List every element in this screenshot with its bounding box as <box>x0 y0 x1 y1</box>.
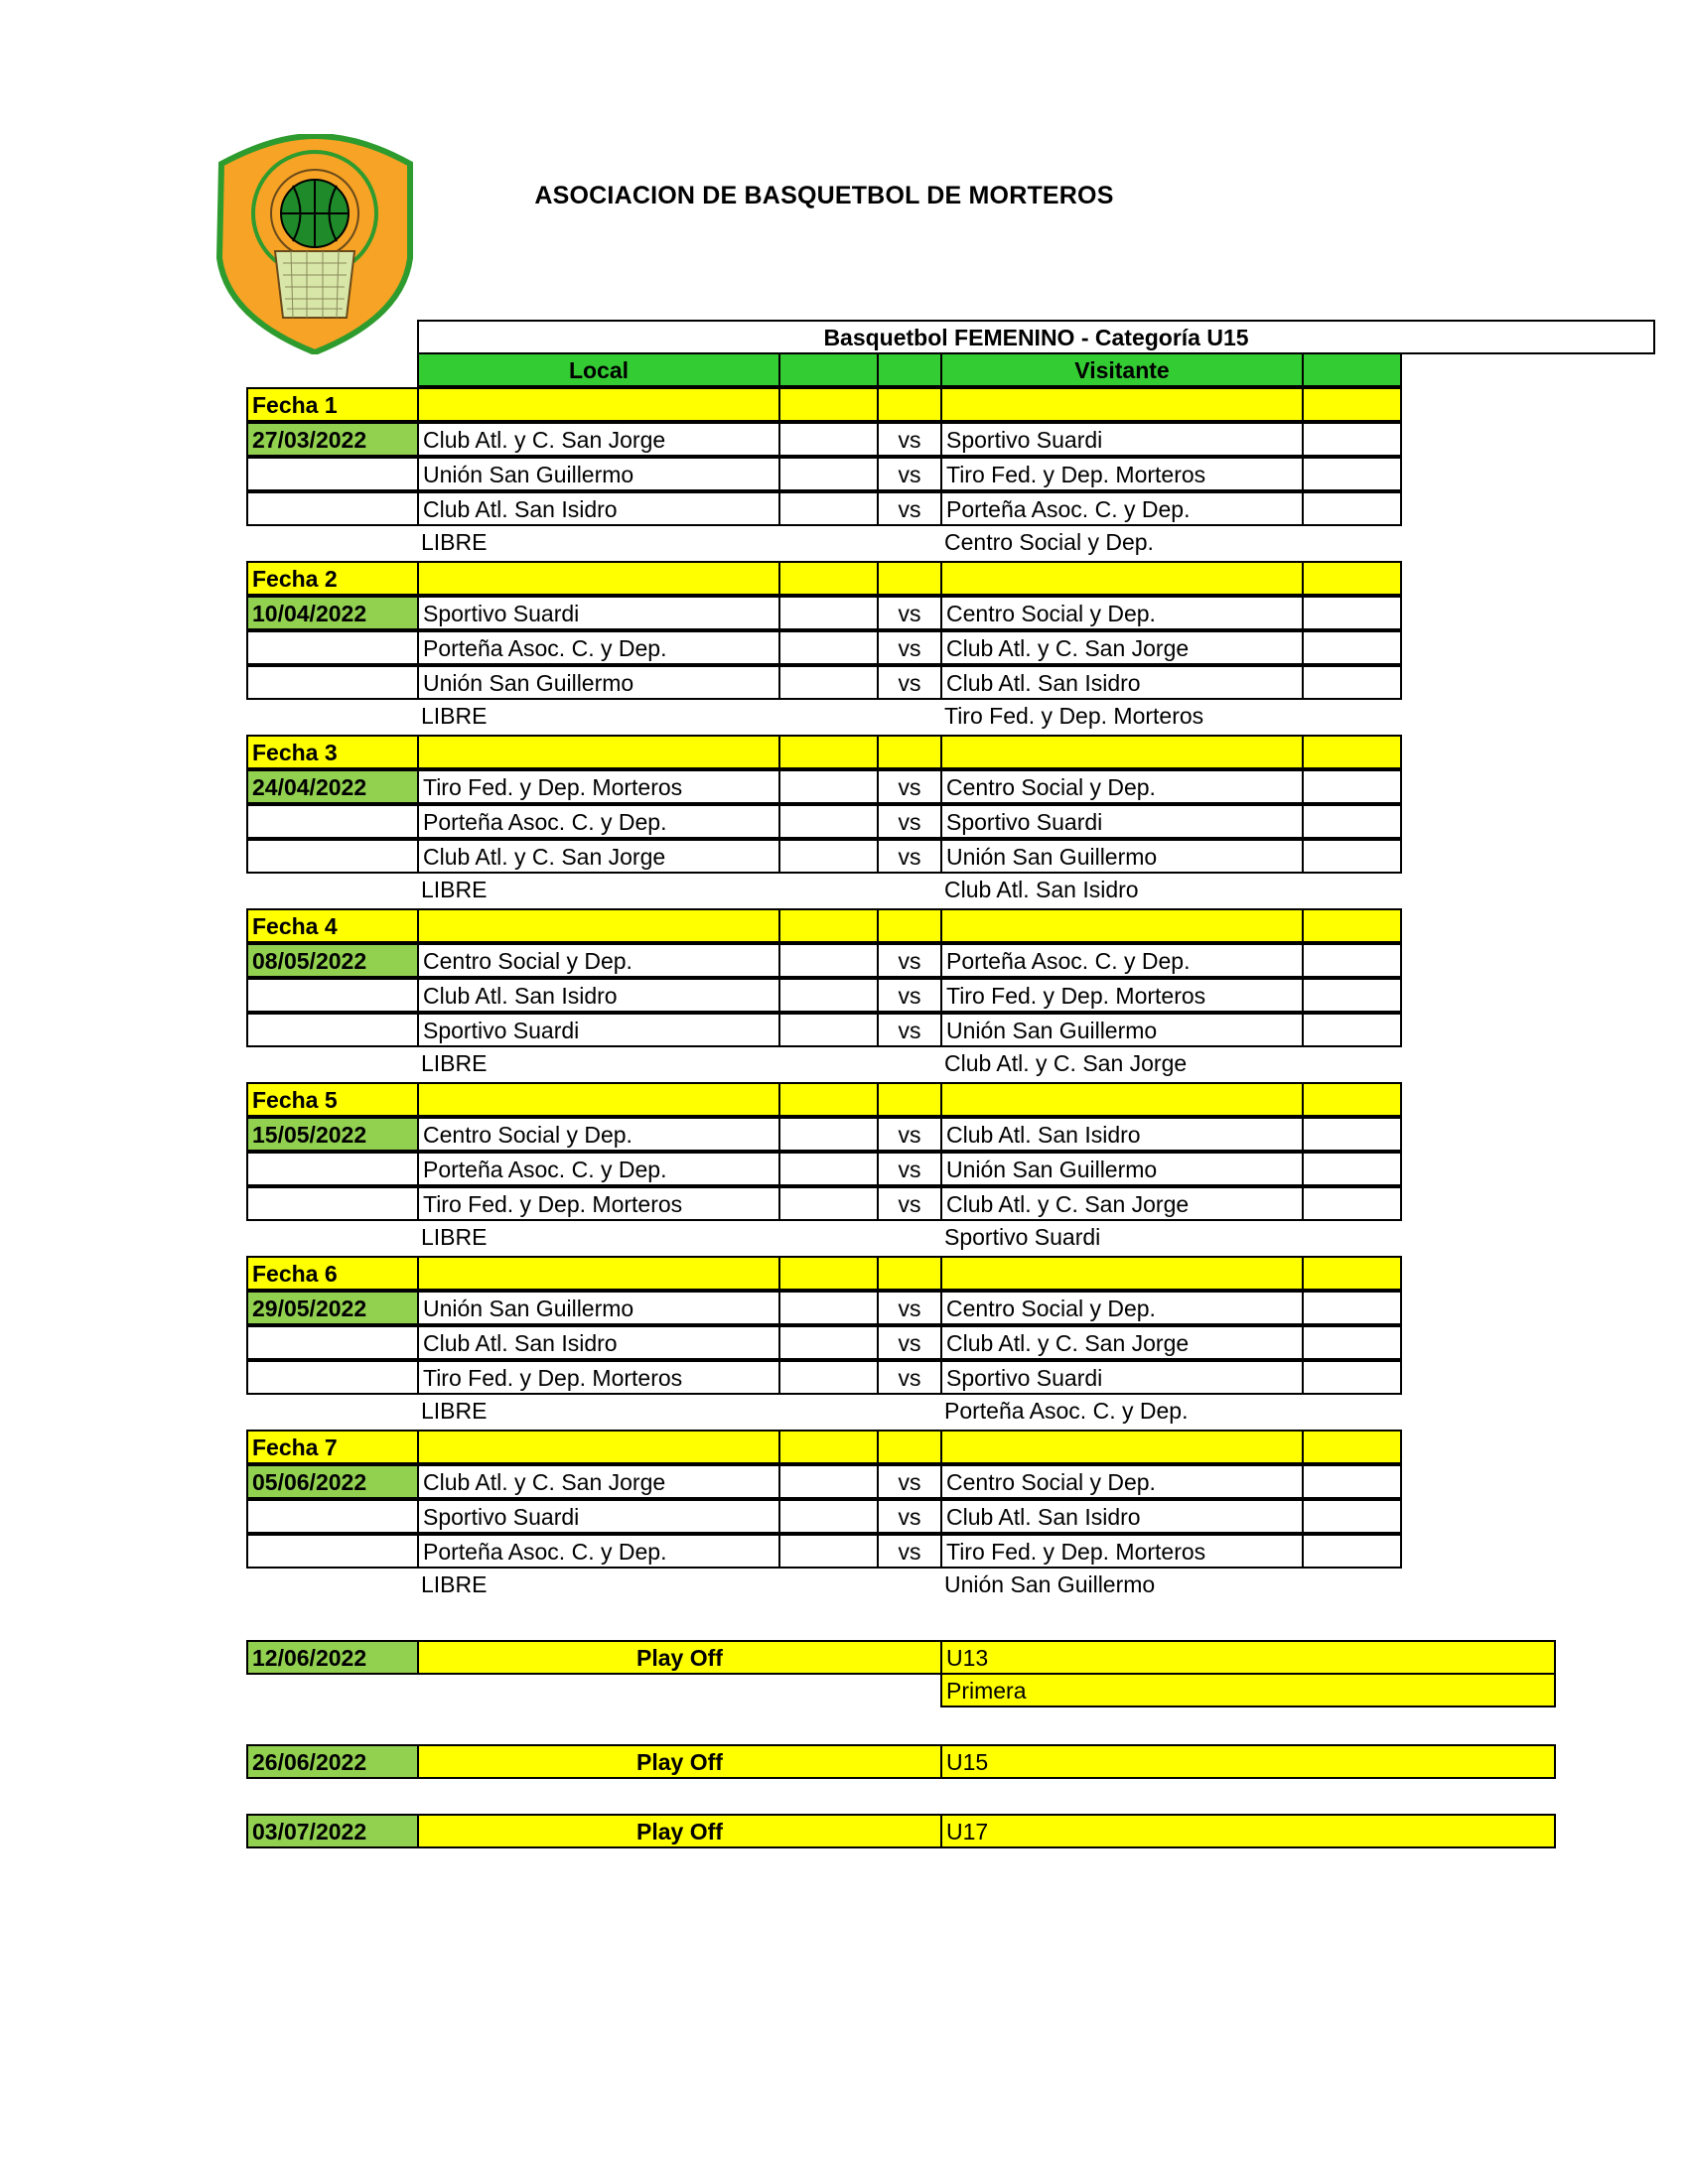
score-cell <box>778 1464 879 1499</box>
fecha-blank-cell <box>417 1256 780 1291</box>
libre-team: Unión San Guillermo <box>944 1571 1156 1597</box>
fecha-date: 29/05/2022 <box>246 1291 419 1325</box>
score-cell <box>1302 457 1402 491</box>
empty-cell <box>246 630 419 665</box>
fecha-date: 10/04/2022 <box>246 596 419 630</box>
local-team: Tiro Fed. y Dep. Morteros <box>417 769 780 804</box>
score-cell <box>778 839 879 874</box>
score-cell <box>778 596 879 630</box>
libre-team: Club Atl. y C. San Jorge <box>944 1050 1188 1076</box>
vs-label: vs <box>877 1291 942 1325</box>
fecha-blank-cell <box>417 561 780 596</box>
local-team: Porteña Asoc. C. y Dep. <box>417 1152 780 1186</box>
local-team: Porteña Asoc. C. y Dep. <box>417 630 780 665</box>
playoff-label: Play Off <box>417 1744 942 1779</box>
playoff-category: U15 <box>940 1744 1556 1779</box>
empty-cell <box>246 1152 419 1186</box>
fecha-blank-cell <box>417 387 780 422</box>
fecha-blank-cell <box>417 908 780 943</box>
score-cell <box>778 1117 879 1152</box>
libre-label: LIBRE <box>421 703 488 729</box>
score-cell <box>1302 630 1402 665</box>
fecha-blank-cell <box>778 1256 879 1291</box>
vs-label: vs <box>877 1499 942 1534</box>
libre-label: LIBRE <box>421 1224 488 1250</box>
empty-cell <box>246 491 419 526</box>
local-team: Unión San Guillermo <box>417 457 780 491</box>
fecha-blank-cell <box>940 387 1304 422</box>
libre-label: LIBRE <box>421 1050 488 1076</box>
fecha-blank-cell <box>778 387 879 422</box>
fecha-blank-cell <box>940 735 1304 769</box>
fecha-blank-cell <box>877 908 942 943</box>
vs-label: vs <box>877 769 942 804</box>
score-cell <box>778 1152 879 1186</box>
local-team: Club Atl. y C. San Jorge <box>417 1464 780 1499</box>
vs-label: vs <box>877 665 942 700</box>
empty-cell <box>246 1013 419 1047</box>
fecha-date: 05/06/2022 <box>246 1464 419 1499</box>
vs-label: vs <box>877 630 942 665</box>
local-team: Unión San Guillermo <box>417 1291 780 1325</box>
score-cell <box>1302 1360 1402 1395</box>
visiting-team: Centro Social y Dep. <box>940 1291 1304 1325</box>
empty-cell <box>246 1534 419 1569</box>
score-cell <box>778 1186 879 1221</box>
playoff-category: U13 <box>940 1640 1556 1675</box>
score-cell <box>778 1013 879 1047</box>
local-team: Sportivo Suardi <box>417 1013 780 1047</box>
fecha-blank-cell <box>1302 561 1402 596</box>
vs-label: vs <box>877 1117 942 1152</box>
local-team: Club Atl. San Isidro <box>417 1325 780 1360</box>
visiting-team: Unión San Guillermo <box>940 1013 1304 1047</box>
fecha-label: Fecha 4 <box>246 908 419 943</box>
fecha-blank-cell <box>417 735 780 769</box>
fecha-blank-cell <box>778 561 879 596</box>
fecha-blank-cell <box>778 1082 879 1117</box>
vs-label: vs <box>877 1360 942 1395</box>
score-cell <box>1302 665 1402 700</box>
fecha-label: Fecha 6 <box>246 1256 419 1291</box>
libre-label: LIBRE <box>421 1571 488 1597</box>
visiting-team: Club Atl. San Isidro <box>940 665 1304 700</box>
fecha-blank-cell <box>877 1256 942 1291</box>
fecha-date: 08/05/2022 <box>246 943 419 978</box>
score-cell <box>778 1534 879 1569</box>
fecha-blank-cell <box>1302 908 1402 943</box>
playoff-category: Primera <box>940 1673 1556 1707</box>
score-cell <box>1302 491 1402 526</box>
visiting-team: Tiro Fed. y Dep. Morteros <box>940 1534 1304 1569</box>
fecha-blank-cell <box>1302 735 1402 769</box>
empty-cell <box>246 839 419 874</box>
libre-team: Sportivo Suardi <box>944 1224 1101 1250</box>
local-team: Club Atl. San Isidro <box>417 491 780 526</box>
column-header-local: Local <box>417 352 780 387</box>
empty-cell <box>246 804 419 839</box>
vs-label: vs <box>877 1152 942 1186</box>
fecha-blank-cell <box>877 387 942 422</box>
fecha-blank-cell <box>940 908 1304 943</box>
local-team: Club Atl. San Isidro <box>417 978 780 1013</box>
fecha-blank-cell <box>1302 1082 1402 1117</box>
local-team: Tiro Fed. y Dep. Morteros <box>417 1186 780 1221</box>
vs-label: vs <box>877 839 942 874</box>
association-logo <box>213 134 416 354</box>
empty-cell <box>246 1325 419 1360</box>
fecha-blank-cell <box>778 1430 879 1464</box>
score-cell <box>1302 596 1402 630</box>
visiting-team: Centro Social y Dep. <box>940 1464 1304 1499</box>
fecha-blank-cell <box>940 561 1304 596</box>
empty-cell <box>246 1499 419 1534</box>
libre-label: LIBRE <box>421 529 488 555</box>
fecha-date: 27/03/2022 <box>246 422 419 457</box>
fecha-blank-cell <box>417 1430 780 1464</box>
vs-label: vs <box>877 1534 942 1569</box>
score-cell <box>1302 943 1402 978</box>
empty-cell <box>246 665 419 700</box>
score-cell <box>778 422 879 457</box>
visiting-team: Club Atl. San Isidro <box>940 1117 1304 1152</box>
libre-team: Porteña Asoc. C. y Dep. <box>944 1398 1189 1424</box>
score-cell <box>1302 978 1402 1013</box>
empty-cell <box>246 457 419 491</box>
score-cell <box>1302 1325 1402 1360</box>
vs-label: vs <box>877 1464 942 1499</box>
local-team: Tiro Fed. y Dep. Morteros <box>417 1360 780 1395</box>
local-team: Sportivo Suardi <box>417 596 780 630</box>
playoff-label: Play Off <box>417 1640 942 1675</box>
fecha-blank-cell <box>940 1430 1304 1464</box>
column-header-blank <box>778 352 879 387</box>
basketball-shield-icon <box>213 134 416 354</box>
score-cell <box>1302 769 1402 804</box>
column-header-blank <box>877 352 942 387</box>
vs-label: vs <box>877 1186 942 1221</box>
fecha-date: 24/04/2022 <box>246 769 419 804</box>
vs-label: vs <box>877 457 942 491</box>
fecha-blank-cell <box>778 908 879 943</box>
local-team: Club Atl. y C. San Jorge <box>417 839 780 874</box>
score-cell <box>1302 1534 1402 1569</box>
fecha-blank-cell <box>940 1082 1304 1117</box>
visiting-team: Club Atl. San Isidro <box>940 1499 1304 1534</box>
fecha-blank-cell <box>1302 387 1402 422</box>
fecha-blank-cell <box>877 561 942 596</box>
score-cell <box>1302 1117 1402 1152</box>
visiting-team: Sportivo Suardi <box>940 422 1304 457</box>
fecha-label: Fecha 2 <box>246 561 419 596</box>
score-cell <box>778 665 879 700</box>
fecha-blank-cell <box>940 1256 1304 1291</box>
fecha-blank-cell <box>417 1082 780 1117</box>
vs-label: vs <box>877 422 942 457</box>
empty-cell <box>246 978 419 1013</box>
local-team: Sportivo Suardi <box>417 1499 780 1534</box>
local-team: Centro Social y Dep. <box>417 1117 780 1152</box>
visiting-team: Club Atl. y C. San Jorge <box>940 630 1304 665</box>
fecha-label: Fecha 7 <box>246 1430 419 1464</box>
score-cell <box>1302 804 1402 839</box>
fecha-blank-cell <box>877 735 942 769</box>
local-team: Club Atl. y C. San Jorge <box>417 422 780 457</box>
vs-label: vs <box>877 804 942 839</box>
score-cell <box>778 1499 879 1534</box>
score-cell <box>1302 1464 1402 1499</box>
score-cell <box>1302 1152 1402 1186</box>
score-cell <box>778 1291 879 1325</box>
score-cell <box>778 769 879 804</box>
playoff-date: 03/07/2022 <box>246 1814 419 1848</box>
local-team: Centro Social y Dep. <box>417 943 780 978</box>
score-cell <box>1302 422 1402 457</box>
fecha-blank-cell <box>1302 1256 1402 1291</box>
visiting-team: Club Atl. y C. San Jorge <box>940 1186 1304 1221</box>
playoff-label: Play Off <box>417 1814 942 1848</box>
fecha-label: Fecha 5 <box>246 1082 419 1117</box>
score-cell <box>778 978 879 1013</box>
score-cell <box>778 630 879 665</box>
local-team: Unión San Guillermo <box>417 665 780 700</box>
visiting-team: Centro Social y Dep. <box>940 596 1304 630</box>
playoff-date: 26/06/2022 <box>246 1744 419 1779</box>
visiting-team: Tiro Fed. y Dep. Morteros <box>940 457 1304 491</box>
local-team: Porteña Asoc. C. y Dep. <box>417 1534 780 1569</box>
table-caption: Basquetbol FEMENINO - Categoría U15 <box>417 320 1655 354</box>
vs-label: vs <box>877 978 942 1013</box>
visiting-team: Club Atl. y C. San Jorge <box>940 1325 1304 1360</box>
score-cell <box>1302 1186 1402 1221</box>
libre-label: LIBRE <box>421 877 488 902</box>
fecha-label: Fecha 1 <box>246 387 419 422</box>
visiting-team: Tiro Fed. y Dep. Morteros <box>940 978 1304 1013</box>
score-cell <box>778 457 879 491</box>
score-cell <box>778 804 879 839</box>
score-cell <box>1302 1013 1402 1047</box>
column-header-blank <box>1302 352 1402 387</box>
vs-label: vs <box>877 491 942 526</box>
libre-team: Centro Social y Dep. <box>944 529 1154 555</box>
empty-cell <box>246 1360 419 1395</box>
fecha-blank-cell <box>1302 1430 1402 1464</box>
fecha-blank-cell <box>877 1082 942 1117</box>
fecha-label: Fecha 3 <box>246 735 419 769</box>
visiting-team: Unión San Guillermo <box>940 839 1304 874</box>
playoff-category: U17 <box>940 1814 1556 1848</box>
libre-team: Tiro Fed. y Dep. Morteros <box>944 703 1204 729</box>
visiting-team: Unión San Guillermo <box>940 1152 1304 1186</box>
score-cell <box>1302 1499 1402 1534</box>
score-cell <box>778 1325 879 1360</box>
libre-label: LIBRE <box>421 1398 488 1424</box>
visiting-team: Sportivo Suardi <box>940 804 1304 839</box>
fecha-blank-cell <box>877 1430 942 1464</box>
column-header-visitante: Visitante <box>940 352 1304 387</box>
visiting-team: Sportivo Suardi <box>940 1360 1304 1395</box>
page-title: ASOCIACION DE BASQUETBOL DE MORTEROS <box>534 182 1114 209</box>
vs-label: vs <box>877 943 942 978</box>
visiting-team: Porteña Asoc. C. y Dep. <box>940 491 1304 526</box>
score-cell <box>1302 1291 1402 1325</box>
score-cell <box>778 491 879 526</box>
score-cell <box>778 943 879 978</box>
vs-label: vs <box>877 1013 942 1047</box>
local-team: Porteña Asoc. C. y Dep. <box>417 804 780 839</box>
fecha-date: 15/05/2022 <box>246 1117 419 1152</box>
visiting-team: Porteña Asoc. C. y Dep. <box>940 943 1304 978</box>
score-cell <box>778 1360 879 1395</box>
vs-label: vs <box>877 1325 942 1360</box>
libre-team: Club Atl. San Isidro <box>944 877 1139 902</box>
empty-cell <box>246 1186 419 1221</box>
vs-label: vs <box>877 596 942 630</box>
playoff-date: 12/06/2022 <box>246 1640 419 1675</box>
visiting-team: Centro Social y Dep. <box>940 769 1304 804</box>
fecha-blank-cell <box>778 735 879 769</box>
score-cell <box>1302 839 1402 874</box>
